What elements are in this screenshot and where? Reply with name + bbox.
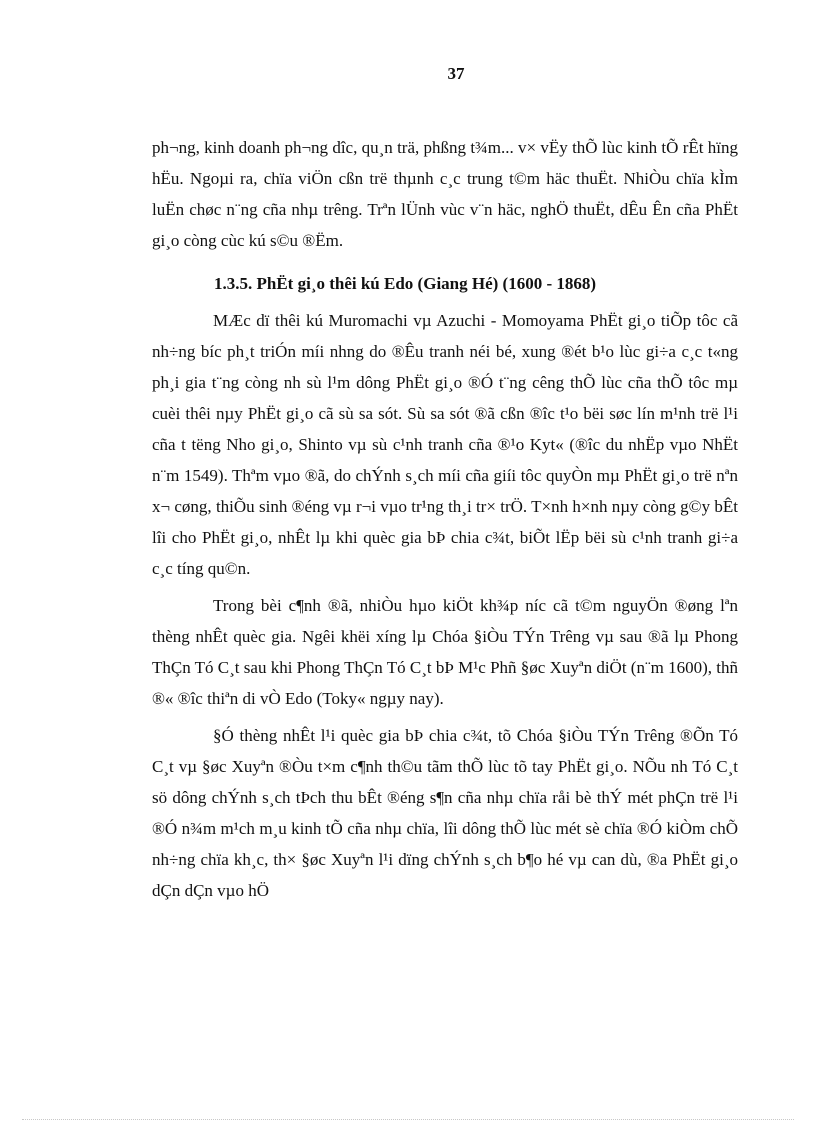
paragraph-3: §Ó thèng nhÊt l¹i quèc gia bÞ chia c¾t, tõ Chóa §iÒu TÝn Trêng ®Õn Tó C¸t vµ §øc Xuyªn ®Òu t×m c¶nh th©u tãm thÕ lùc tõ tay PhËt gi¸o. NÕu nh Tó C¸t sö dông chÝnh s¸ch tÞch thu bÊt ®éng s¶n cña nhµ chïa råi bè thÝ mét phÇn trë l¹i ®Ó n¾m m¹ch m¸u kinh tÕ cña nhµ chïa, lîi dông thÕ lùc mét sè chïa ®Ó kiÒm chÕ nh÷ng chïa kh¸c, th× §øc Xuyªn l¹i dïng chÝnh s¸ch b¶o hé vµ can dù, ®a PhËt gi¸o dÇn dÇn vµo hÖ <box>152 726 738 900</box>
paragraph-1: MÆc dï thêi kú Muromachi vµ Azuchi - Momoyama PhËt gi¸o tiÕp tôc cã nh÷ng bíc ph¸t triÓn míi nhng do ®Êu tranh néi bé, xung ®ét b¹o lùc gi÷a c¸c t«ng ph¸i gia t¨ng còng nh sù l¹m dông PhËt gi¸o ®Ó t¨ng cêng thÕ lùc cña thÕ tôc mµ cuèi thêi nµy PhËt gi¸o cã sù sa sót. Sù sa sót ®ã cßn ®îc t¹o bëi søc lín m¹nh trë l¹i cña t tëng Nho gi¸o, Shinto vµ sù c¹nh tranh cña ®¹o Kyt« (®îc du nhËp vµo NhËt n¨m 1549). Thªm vµo ®ã, do chÝnh s¸ch míi cña giíi tôc quyÒn mµ PhËt gi¸o trë nªn x¬ cøng, thiÕu sinh ®éng vµ r¬i vµo tr¹ng th¸i tr× trÖ. T×nh h×nh nµy còng g©y bÊt lîi cho PhËt gi¸o, nhÊt lµ khi quèc gia bÞ chia c¾t, biÕt lËp bëi sù c¹nh tranh gi÷a c¸c tíng qu©n. <box>152 311 738 578</box>
page-bottom-divider <box>22 1119 794 1120</box>
document-body <box>152 132 738 906</box>
page-number: 37 <box>447 64 465 83</box>
section-heading: 1.3.5. PhËt gi¸o thêi kú Edo (Giang Hé) (1600 - 1868) <box>214 274 597 293</box>
paragraph-2: Trong bèi c¶nh ®ã, nhiÒu hµo kiÖt kh¾p níc cã t©m nguyÖn ®øng lªn thèng nhÊt quèc gia. Ngêi khëi xíng lµ Chóa §iÒu TÝn Trêng vµ sau ®ã lµ Phong ThÇn Tó C¸t sau khi Phong ThÇn Tó C¸t bÞ M¹c Phñ §øc Xuyªn diÖt (n¨m 1600), thñ ®« ®îc thiªn di vÒ Edo (Toky« ngµy nay). <box>152 596 738 708</box>
intro-paragraph: ph¬ng, kinh doanh ph¬ng dîc, qu¸n trä, phßng t¾m... v× vËy thÕ lùc kinh tÕ rÊt hïng hËu. Ngoµi ra, chïa viÖn cßn trë thµnh c¸c trung t©m häc thuËt. NhiÒu chïa kÌm luËn chøc n¨ng cña nhµ trêng. Trªn lÜnh vùc v¨n häc, nghÖ thuËt, dÊu Ên cña PhËt gi¸o còng cùc kú s©u ®Ëm. <box>152 138 738 250</box>
